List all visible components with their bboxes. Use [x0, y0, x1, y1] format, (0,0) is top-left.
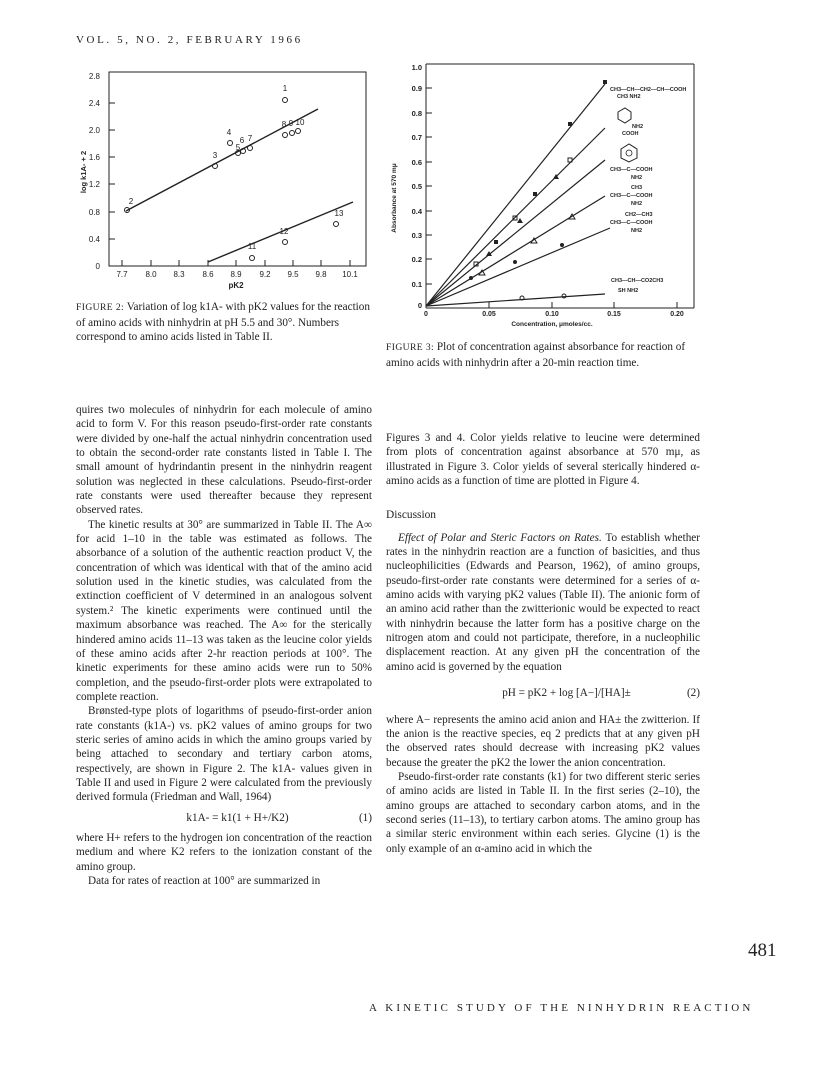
data-point — [603, 80, 607, 84]
running-header: VOL. 5, NO. 2, FEBRUARY 1966 — [76, 34, 303, 46]
data-point — [513, 260, 517, 264]
xtick-label: 8.6 — [202, 270, 214, 279]
xtick-label: 0.10 — [545, 311, 559, 318]
structure-label: CH3—C—COOH — [610, 220, 653, 226]
aromatic-circle — [626, 150, 632, 156]
paragraph: The kinetic results at 30° are summarized in Table II. The A∞ for acid 1–10 in the table was estimated as follows. The absorbance of a solution of the authentic reaction product V, the concentration of which was identical with that of the amino acid solution used in the kinetic studies, was calculated from the extinction coefficient of V determined in an analogous solvent system.² The kinetic experiments were continued until the maximum absorbance was reached. The A∞ for the sterically hindered amino acids 11–13 was taken as the leucine color yields of these amino acids after 2-hr reaction periods at 100°. The kinetic experiments for these amino acids were run to 50% completion, and the pseudo-first-order plots were extrapolated to complete reaction. — [76, 518, 372, 703]
series-line — [426, 84, 605, 306]
section-heading: Discussion — [386, 509, 436, 522]
structure-label: COOH — [622, 131, 639, 137]
point-label: 13 — [334, 209, 344, 218]
equation-1: k1A- = k1(1 + H+/K2) — [186, 811, 289, 824]
point-label: 2 — [128, 197, 134, 206]
ytick-label: 0.9 — [411, 84, 422, 93]
xtick-label: 9.5 — [287, 270, 299, 279]
paragraph: Data for rates of reaction at 100° are summarized in — [88, 875, 321, 887]
equation-2: pH = pK2 + log [A−]/[HA]± — [502, 687, 631, 700]
ytick-label: 0.5 — [411, 182, 422, 191]
series-line — [426, 228, 610, 306]
running-footer: A KINETIC STUDY OF THE NINHYDRIN REACTION — [369, 1002, 754, 1014]
xtick-label: 9.2 — [259, 270, 271, 279]
point-label: 3 — [212, 151, 218, 160]
xtick-label: 0.05 — [482, 311, 496, 318]
ytick-label: 0.7 — [411, 133, 422, 142]
point-label: 12 — [279, 227, 289, 236]
data-point — [562, 294, 566, 298]
xtick-label: 9.8 — [315, 270, 327, 279]
data-point — [250, 256, 255, 261]
ytick-label: 0 — [95, 262, 100, 271]
equation-1-number: (1) — [358, 811, 372, 824]
ytick-label: 1.6 — [88, 153, 100, 162]
data-point — [283, 98, 288, 103]
y-axis-label: Absorbance at 570 mμ — [391, 163, 398, 233]
series-line — [426, 196, 605, 306]
xtick-label: 8.0 — [145, 270, 157, 279]
ytick-label: 2.8 — [88, 72, 100, 81]
x-axis-label: Concentration, μmoles/cc. — [511, 321, 593, 328]
figure-2-caption: FIGURE 2: Variation of log k1A- with pK2 values for the reaction of amino acids with ninhydrin at pH 5.5 and 30°. Numbers correspond to amino acids listed in Table II. — [76, 301, 370, 344]
data-point — [533, 192, 537, 196]
ytick-label: 2.0 — [88, 126, 100, 135]
figure-3-caption: FIGURE 3: Plot of concentration against absorbance for reaction of amino acids with ninhydrin after a 20-min reaction time. — [386, 341, 686, 369]
data-point — [296, 129, 301, 134]
data-point — [228, 141, 233, 146]
data-point — [334, 222, 339, 227]
right-column — [386, 431, 700, 856]
paragraph: Figures 3 and 4. Color yields relative to leucine were determined from plots of concentration against absorbance at 570 mμ, as illustrated in Figure 3. Color yields of several sterically hindered α-amino acids as a function of time are plotted in Figure 4. — [386, 432, 700, 488]
ytick-label: 0.4 — [88, 235, 100, 244]
structure-label: CH3—C—COOH — [610, 193, 653, 199]
ytick-label: 0.1 — [411, 280, 422, 289]
left-column — [76, 403, 372, 888]
ytick-label: 0.6 — [411, 158, 422, 167]
xtick-label: 8.9 — [230, 270, 242, 279]
paragraph: where A− represents the amino acid anion and HA± the zwitterion. If the anion is the reactive species, eq 2 predicts that at any given pH the observed rates should decrease with increasing pK2 values because the greater the pK2 the lower the anion concentration. — [386, 713, 700, 769]
structure-label: NH2 — [631, 201, 643, 207]
series-line — [426, 294, 605, 306]
data-point — [469, 276, 473, 280]
structure-label: NH2 — [631, 175, 643, 181]
point-label: 10 — [295, 118, 305, 127]
structure-label: NH2 — [632, 124, 644, 130]
data-point — [248, 146, 253, 151]
ytick-label: 0.8 — [88, 208, 100, 217]
ytick-label: 1.0 — [411, 63, 422, 72]
x-axis-label: pK2 — [228, 281, 244, 290]
series-line — [426, 160, 605, 306]
point-label: 8 — [281, 120, 287, 129]
ytick-label: 0.8 — [411, 109, 422, 118]
data-point — [568, 122, 572, 126]
structure-label: CH3—CH—CO2CH3 — [611, 278, 664, 284]
data-point — [560, 243, 564, 247]
page-number: 481 — [748, 940, 777, 961]
xtick-label: 0.20 — [670, 311, 684, 318]
figure-2-plot — [78, 62, 378, 294]
point-label: 5 — [235, 143, 241, 152]
xtick-label: 8.3 — [173, 270, 185, 279]
data-point — [283, 240, 288, 245]
data-point — [290, 131, 295, 136]
series-line — [426, 128, 605, 306]
structure-label: NH2 — [631, 228, 643, 234]
point-label: 6 — [239, 136, 245, 145]
ytick-label: 0 — [417, 301, 422, 310]
point-label: 11 — [247, 242, 257, 251]
structure-label: CH3—C—COOH — [610, 167, 653, 173]
figure-3-plot — [386, 58, 698, 338]
ytick-label: 0.4 — [411, 207, 422, 216]
point-label: 7 — [247, 134, 253, 143]
point-label: 4 — [226, 128, 232, 137]
ytick-label: 0.3 — [411, 231, 422, 240]
structure-label: CH3 — [631, 185, 643, 191]
y-axis-label: log k1A- + 2 — [79, 150, 88, 194]
structure-label: CH3 NH2 — [617, 94, 641, 100]
ytick-label: 1.2 — [88, 180, 100, 189]
point-label: 1 — [282, 84, 288, 93]
paragraph: Brønsted-type plots of logarithms of pseudo-first-order anion rate constants (k1A-) vs. pK2 values of amino groups for two steric series of amino acids in which the amino groups varied by being attached to secondary and tertiary carbon atoms, respectively, are shown in Figure 2. The k1A- values given in Table II and used in Figure 2 were calculated from the previously derived formula (Friedman and Wall, 1964) — [76, 705, 372, 804]
ytick-label: 2.4 — [88, 99, 100, 108]
xtick-label: 10.1 — [342, 270, 358, 279]
data-point — [494, 240, 498, 244]
structure-label: CH2—CH3 — [625, 212, 653, 218]
paragraph: quires two molecules of ninhydrin for each molecule of amino acid to form V. For this reason pseudo-first-order rate constants were divided by one-half the actual ninhydrin concentration used to obtain the second-order rate constants listed in Table I. The small amount of hydrindantin present in the ninhydrin reagent solution was neglected in these calculations. Pseudo-first-order rate constants were used thereafter because they represent observed rates. — [76, 404, 372, 517]
paragraph: where H+ refers to the hydrogen ion concentration of the reaction medium and where K2 refers to the ionization constant of the amino group. — [76, 831, 372, 873]
xtick-label: 7.7 — [116, 270, 128, 279]
phenyl-ring-icon — [621, 144, 637, 162]
data-point — [283, 133, 288, 138]
structure-label: CH3—CH—CH2—CH—COOH — [610, 87, 687, 93]
cyclohexyl-ring-icon — [618, 108, 631, 123]
xtick-label: 0.15 — [607, 311, 621, 318]
xtick-label: 0 — [424, 311, 428, 318]
ytick-label: 0.2 — [411, 255, 422, 264]
point-label: 9 — [288, 119, 294, 128]
paragraph: Pseudo-first-order rate constants (k1) for two different steric series of amino acids are listed in Table II. In the first series (2–10), the amino groups are attached to secondary carbon atoms, and in the second series (11–13), to tertiary carbon atoms. The amino group has a similar steric environment within each series. Glycine (1) is the only example of an α-amino acid in which the — [386, 770, 700, 855]
data-point — [517, 218, 523, 223]
paragraph: Effect of Polar and Steric Factors on Rates. To establish whether rates in the ninhydrin reaction are a function of basicities, and thus nucleophilicities (Edwards and Pearson, 1962), of amino groups, pseudo-first-order rate constants were determined for a series of α-amino acids with varying pK2 values (Table II). The anionic form of an amino acid rather than the zwitterionic would be expected to react with ninhydrin because the latter form has a positive charge on the nitrogen atom and could not participate, therefore, in a nucleophilic displacement reaction. At any given pH the concentration of the amino acid is governed by the equation — [386, 531, 700, 673]
equation-2-number: (2) — [686, 687, 700, 700]
structure-label: SH NH2 — [618, 288, 639, 294]
